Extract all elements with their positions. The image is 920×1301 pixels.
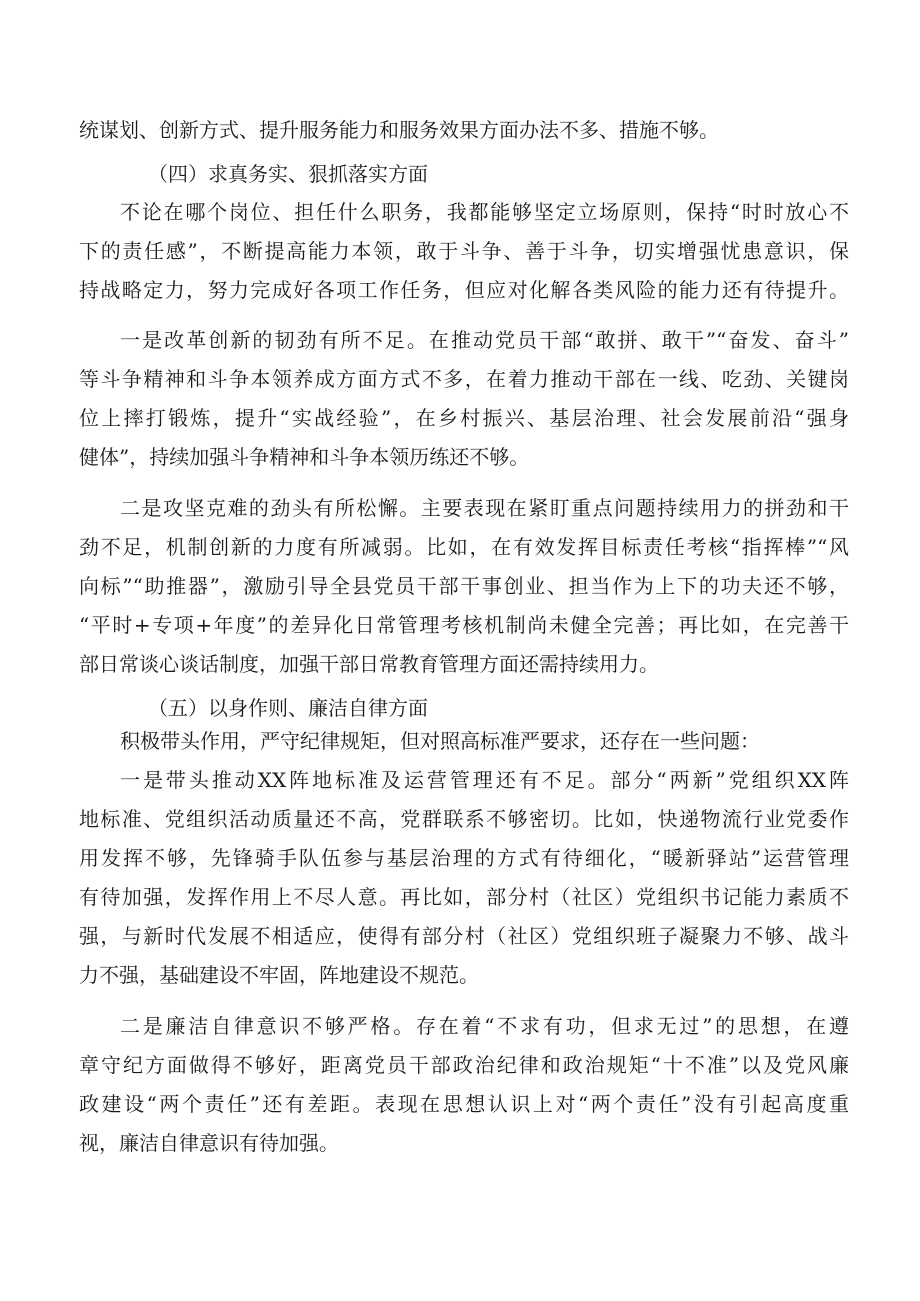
paragraph-line: 有待加强，发挥作用上不尽人意。再比如，部分村（社区）党组织书记能力素质不 (79, 885, 849, 909)
paragraph-line: “平时+专项+年度”的差异化日常管理考核机制尚未健全完善；再比如，在完善干 (79, 613, 849, 637)
paragraph-line: 力不强，基础建设不牢固，阵地建设不规范。 (79, 963, 479, 987)
paragraph-line: 健体”，持续加强斗争精神和斗争本领历练还不够。 (79, 445, 530, 469)
paragraph-line: 等斗争精神和斗争本领养成方面方式不多，在着力推动干部在一线、吃劲、关键岗 (79, 367, 849, 391)
paragraph-line: 一是改革创新的韧劲有所不足。在推动党员干部“敢拼、敢干”“奋发、奋斗” (120, 328, 849, 352)
paragraph-line: 强，与新时代发展不相适应，使得有部分村（社区）党组织班子凝聚力不够、战斗 (79, 924, 849, 948)
paragraph-line: 政建设“两个责任”还有差距。表现在思想认识上对“两个责任”没有引起高度重 (79, 1092, 849, 1116)
paragraph-line: 一是带头推动XX阵地标准及运营管理还有不足。部分“两新”党组织XX阵 (120, 768, 849, 792)
paragraph-line: 持战略定力，努力完成好各项工作任务，但应对化解各类风险的能力还有待提升。 (79, 278, 849, 302)
paragraph-line: 地标准、党组织活动质量还不高，党群联系不够密切。比如，快递物流行业党委作 (79, 807, 849, 831)
paragraph-line: 向标”“助推器”，激励引导全县党员干部干事创业、担当作为上下的功夫还不够， (79, 574, 849, 598)
paragraph-line: 积极带头作用，严守纪律规矩，但对照高标准严要求，还存在一些问题： (120, 729, 760, 753)
paragraph-line: 二是廉洁自律意识不够严格。存在着“不求有功，但求无过”的思想，在遵 (120, 1014, 849, 1038)
section-heading-4: （四）求真务实、狠抓落实方面 (148, 162, 428, 186)
text-line: 统谋划、创新方式、提升服务能力和服务效果方面办法不多、措施不够。 (79, 118, 719, 142)
paragraph-line: 位上摔打锻炼，提升“实战经验”，在乡村振兴、基层治理、社会发展前沿“强身 (79, 406, 849, 430)
paragraph-line: 二是攻坚克难的劲头有所松懈。主要表现在紧盯重点问题持续用力的拼劲和干 (120, 496, 849, 520)
section-heading-5: （五）以身作则、廉洁自律方面 (148, 696, 428, 720)
paragraph-line: 用发挥不够，先锋骑手队伍参与基层治理的方式有待细化，“暖新驿站”运营管理 (79, 846, 849, 870)
paragraph-line: 不论在哪个岗位、担任什么职务，我都能够坚定立场原则，保持“时时放心不 (120, 200, 849, 224)
paragraph-line: 视，廉洁自律意识有待加强。 (79, 1131, 339, 1155)
paragraph-line: 下的责任感”，不断提高能力本领，敢于斗争、善于斗争，切实增强忧患意识，保 (79, 239, 849, 263)
paragraph-line: 劲不足，机制创新的力度有所减弱。比如，在有效发挥目标责任考核“指挥棒”“风 (79, 535, 849, 559)
paragraph-line: 部日常谈心谈话制度，加强干部日常教育管理方面还需持续用力。 (79, 652, 659, 676)
paragraph-line: 章守纪方面做得不够好，距离党员干部政治纪律和政治规矩“十不准”以及党风廉 (79, 1053, 849, 1077)
